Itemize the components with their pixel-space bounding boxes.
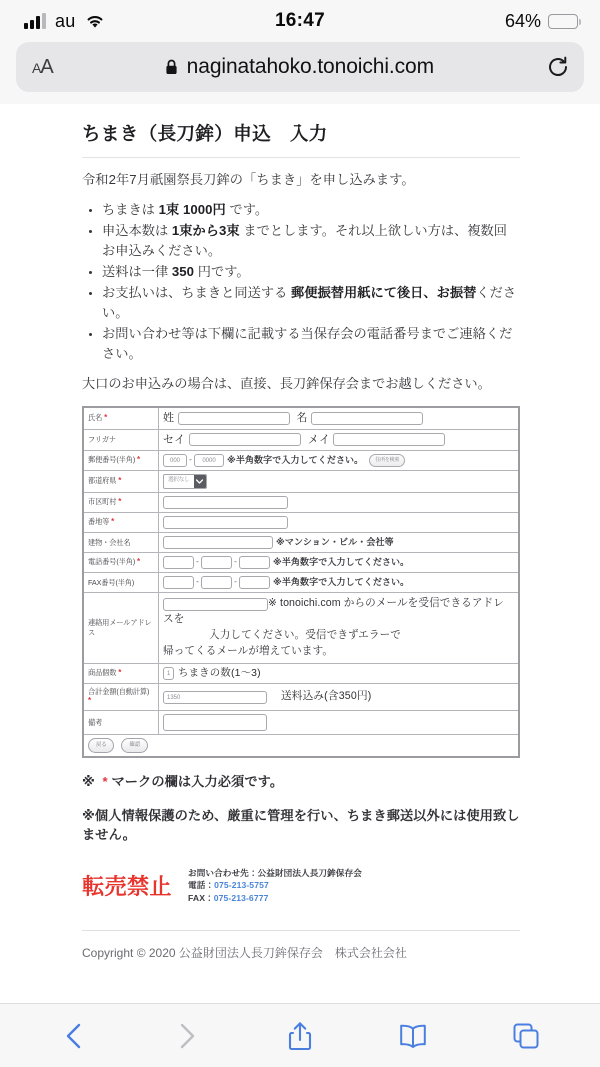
required-marker: * — [118, 668, 122, 678]
table-row — [83, 407, 519, 429]
prefecture-selected-value: 選択なし — [168, 477, 190, 484]
fax-number: 075-213-6777 — [213, 892, 269, 903]
sei-input[interactable] — [178, 412, 290, 425]
fax-part3-input[interactable] — [239, 576, 270, 589]
table-row — [83, 573, 519, 593]
email-hint-line2: 入力してください。受信できずエラーで — [209, 628, 401, 641]
row-label-banchi — [83, 513, 159, 533]
email-hint-line3: 帰ってくるメールが増えています。 — [163, 644, 334, 657]
tel-part1-input[interactable] — [163, 556, 194, 569]
zip-separator: - — [189, 455, 192, 465]
row-label-quantity — [83, 663, 159, 684]
building-hint: ※マンション・ビル・会社等 — [276, 536, 394, 547]
tel-label: 電話： — [188, 880, 215, 891]
tel-number[interactable]: 075-213-5757 — [214, 880, 269, 891]
list-item — [102, 221, 520, 261]
mei-kana-input[interactable] — [333, 433, 445, 446]
row-label-fax: FAX番号(半角) — [83, 573, 159, 593]
footnote-prefix: ※ — [82, 773, 95, 789]
footnote-star: * — [102, 773, 108, 789]
list-item — [102, 324, 520, 364]
row-field-memo — [159, 710, 520, 734]
status-bar-right — [505, 11, 578, 32]
zip-part1-input[interactable]: 000 — [163, 454, 187, 467]
lock-icon — [165, 59, 178, 75]
row-field-city — [159, 493, 520, 513]
note-pre: ちまきは — [102, 201, 159, 217]
page-title: ちまき（長刀鉾）申込 入力 — [82, 123, 328, 144]
total-amount-input: 1350 — [163, 691, 267, 704]
row-label-memo: 備考 — [83, 710, 159, 734]
back-button[interactable]: 戻る — [88, 738, 114, 753]
fax-separator: - — [234, 577, 237, 587]
email-hint-line1: ※ tonoichi.com からのメールを受信できるアドレスを — [163, 597, 504, 625]
footnote-text: マークの欄は入力必須です。 — [107, 773, 284, 789]
notes-list — [82, 200, 520, 365]
title-divider — [82, 157, 520, 158]
order-form-table — [82, 406, 520, 757]
fax-hint: ※半角数字で入力してください。 — [273, 576, 410, 587]
sei-kana-label: セイ — [163, 433, 186, 446]
list-item — [102, 283, 520, 323]
quantity-input[interactable]: 1 — [163, 667, 174, 680]
copyright-text: Copyright © 2020 公益財団法人長刀鉾保存会 株式会社会社 — [82, 945, 407, 960]
row-label-furigana: フリガナ — [83, 429, 159, 450]
tel-separator: - — [234, 557, 237, 567]
row-label-total — [83, 684, 159, 711]
note-post: までとします。それ以上欲しい方は、複数回お申込みください。 — [102, 222, 508, 258]
share-icon[interactable] — [278, 1014, 322, 1058]
required-marker: * — [88, 696, 92, 706]
row-field-quantity — [159, 663, 520, 684]
quantity-hint: ちまきの数(1〜3) — [178, 667, 261, 679]
required-footnote — [82, 772, 520, 792]
row-field-building — [159, 533, 520, 553]
total-hint: 送料込み(含350円) — [281, 690, 372, 703]
row-label-building: 建物・会社名 — [83, 533, 159, 553]
battery-icon — [548, 14, 578, 29]
note-strong: 1束から3束 — [171, 222, 240, 238]
row-field-tel — [159, 553, 520, 573]
label-text: 番地等 — [88, 517, 110, 527]
required-marker: * — [137, 557, 141, 567]
row-field-total — [159, 684, 520, 711]
note-post: 円です。 — [194, 263, 250, 279]
text-size-button[interactable]: AA — [32, 55, 53, 78]
tel-part3-input[interactable] — [239, 556, 270, 569]
note-strong: 1束 1000円 — [158, 201, 226, 217]
row-field-banchi — [159, 513, 520, 533]
note-strong: 郵便振替用紙にて後日、お振替 — [291, 284, 477, 300]
table-row — [83, 593, 519, 664]
banchi-input[interactable] — [163, 516, 288, 529]
row-field-zip — [159, 451, 520, 471]
note-post: ください。 — [102, 284, 517, 320]
privacy-note: ※個人情報保護のため、厳重に管理を行い、ちまき郵送以外には使用致しません。 — [82, 807, 520, 843]
table-row — [83, 553, 519, 573]
table-row — [83, 734, 519, 757]
note-pre: お問い合わせ等は下欄に記載する当保存会の電話番号までご連絡ください。 — [102, 325, 513, 361]
sei-kana-input[interactable] — [189, 433, 301, 446]
forward-chevron-icon — [165, 1014, 209, 1058]
tel-part2-input[interactable] — [201, 556, 232, 569]
carrier-label: au — [55, 10, 76, 31]
required-marker: * — [111, 517, 115, 527]
fax-part2-input[interactable] — [201, 576, 232, 589]
table-row — [83, 533, 519, 553]
clock-label: 16:47 — [274, 10, 326, 31]
city-input[interactable] — [163, 496, 288, 509]
web-page — [0, 104, 600, 961]
email-hint-line2-wrap — [163, 628, 514, 644]
required-marker: * — [104, 413, 108, 423]
contact-block — [82, 867, 520, 904]
note-post: です。 — [225, 201, 269, 217]
table-row — [83, 493, 519, 513]
reload-icon[interactable] — [546, 55, 570, 79]
bulk-order-text: 大口のお申込みの場合は、直接、長刀鉾保存会までお越しください。 — [82, 376, 491, 391]
url-label: naginatahoko.tonoichi.com — [186, 55, 435, 78]
prefecture-select[interactable] — [163, 474, 207, 489]
label-text: 郵便番号(半角) — [88, 455, 136, 465]
footer-divider — [82, 930, 520, 931]
address-lookup-button[interactable]: 住所を検索 — [369, 454, 405, 467]
status-bar — [0, 0, 600, 42]
note-strong: 350 — [171, 263, 195, 279]
contact-fax-line — [188, 892, 362, 904]
mei-kana-label: メイ — [307, 433, 331, 446]
table-row — [83, 451, 519, 471]
confirm-button[interactable]: 確認 — [121, 738, 147, 753]
table-row — [83, 471, 519, 493]
sei-label: 姓 — [163, 412, 175, 425]
label-text: 商品個数 — [88, 668, 117, 678]
tabs-icon[interactable] — [504, 1014, 548, 1058]
browser-bottom-toolbar — [0, 1003, 600, 1067]
table-row — [83, 663, 519, 684]
email-input[interactable] — [163, 598, 268, 611]
form-buttons-row — [83, 734, 519, 757]
row-field-fax — [159, 573, 520, 593]
note-pre: 送料は一律 — [102, 263, 172, 279]
tel-hint: ※半角数字で入力してください。 — [273, 556, 410, 567]
label-text: 氏名 — [88, 413, 103, 423]
row-field-furigana — [159, 429, 520, 450]
row-label-zip — [83, 451, 159, 471]
building-input[interactable] — [163, 536, 273, 549]
list-item — [102, 262, 520, 282]
required-marker: * — [118, 497, 122, 507]
label-text: 都道府県 — [88, 476, 117, 486]
label-text: 市区町村 — [88, 497, 117, 507]
fax-label: FAX： — [188, 892, 214, 903]
address-bar-center — [53, 55, 546, 79]
battery-percent-label: 64% — [504, 10, 541, 31]
fax-separator: - — [196, 577, 199, 587]
bookmarks-book-icon[interactable] — [391, 1014, 435, 1058]
row-label-city — [83, 493, 159, 513]
zip-part2-input[interactable]: 0000 — [194, 454, 224, 467]
table-row — [83, 684, 519, 711]
table-row — [83, 513, 519, 533]
mei-label: 名 — [296, 412, 308, 425]
back-chevron-icon[interactable] — [52, 1014, 96, 1058]
mei-input[interactable] — [311, 412, 423, 425]
address-bar[interactable] — [16, 42, 584, 92]
row-label-email: 連絡用メールアドレス — [83, 593, 159, 664]
chevron-down-icon — [194, 475, 206, 488]
browser-address-bar-container — [0, 42, 600, 104]
no-resale-warning: 転売禁止 — [82, 874, 173, 900]
row-label-prefecture — [83, 471, 159, 493]
required-marker: * — [137, 455, 141, 465]
intro-text: 令和2年7月祇園祭長刀鉾の「ちまき」を申し込みます。 — [82, 172, 415, 188]
page-content — [82, 122, 520, 961]
note-pre: 申込本数は — [102, 222, 172, 238]
table-row — [83, 710, 519, 734]
memo-input[interactable] — [163, 714, 267, 731]
contact-tel-line — [188, 879, 362, 891]
note-pre: お支払いは、ちまきと同送する — [102, 284, 292, 300]
contact-org-line: お問い合わせ先：公益財団法人長刀鉾保存会 — [188, 868, 362, 879]
list-item — [102, 200, 520, 220]
row-field-prefecture — [159, 471, 520, 493]
row-field-name — [159, 407, 520, 429]
row-label-name — [83, 407, 159, 429]
label-text: 合計金額(自動計算) — [88, 687, 150, 697]
table-row — [83, 429, 519, 450]
fax-part1-input[interactable] — [163, 576, 194, 589]
tel-separator: - — [196, 557, 199, 567]
required-marker: * — [118, 476, 122, 486]
page-viewport[interactable] — [0, 104, 600, 1003]
row-label-tel — [83, 553, 159, 573]
contact-info — [188, 867, 362, 904]
zip-hint: ※半角数字で入力してください。 — [227, 454, 364, 465]
label-text: 電話番号(半角) — [88, 557, 136, 567]
row-field-email — [159, 593, 520, 664]
